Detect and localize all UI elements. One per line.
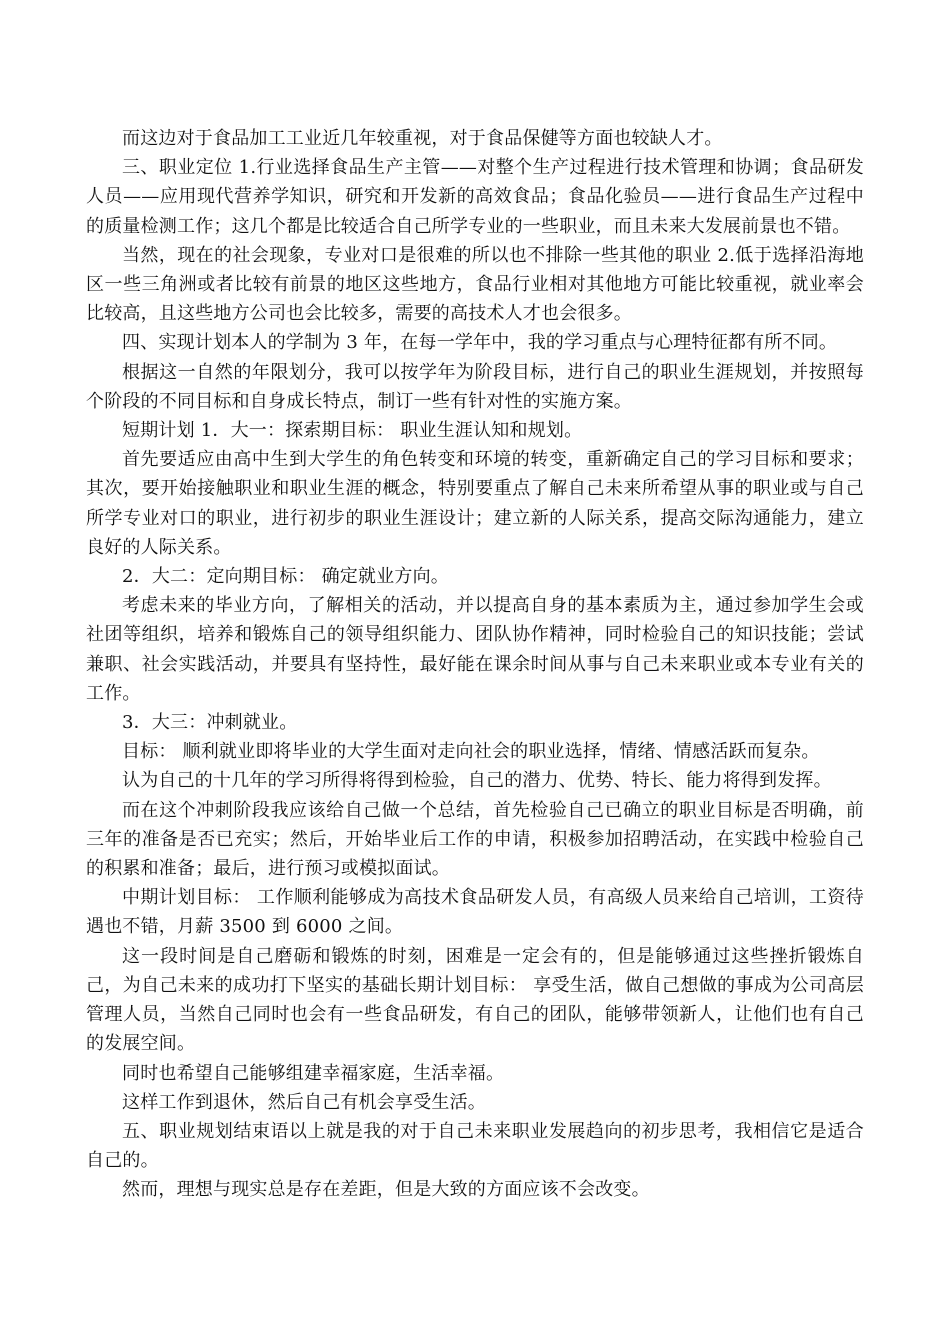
document-body [86,124,864,1205]
paragraph-14: 中期计划目标： 工作顺利能够成为高技术食品研发人员，有高级人员来给自己培训，工资待遇也不错，月薪 3500 到 6000 之间。 [86,887,864,938]
paragraph-16: 同时也希望自己能够组建幸福家庭，生活幸福。 [122,1062,505,1084]
paragraph-3: 当然，现在的社会现象，专业对口是很难的所以也不排除一些其他的职业 2.低于选择沿海地区一些三角洲或者比较有前景的地区这些地方，食品行业相对其他地方可能比较重视，就业率会比较高，且这些地方公司也会比较多，需要的高技术人才也会很多。 [86,244,864,325]
paragraph-7: 首先要适应由高中生到大学生的角色转变和环境的转变，重新确定自己的学习目标和要求；其次，要开始接触职业和职业生涯的概念，特别要重点了解自己未来所希望从事的职业或与自己所学专业对口的职业，进行初步的职业生涯设计；建立新的人际关系，提高交际沟通能力，建立良好的人际关系。 [86,449,864,558]
paragraph-2: 三、职业定位 1.行业选择食品生产主管——对整个生产过程进行技术管理和协调；食品研发人员——应用现代营养学知识，研究和开发新的高效食品；食品化验员——进行食品生产过程中的质量检测工作；这几个都是比较适合自己所学专业的一些职业，而且未来大发展前景也不错。 [86,157,864,237]
paragraph-11: 目标： 顺利就业即将毕业的大学生面对走向社会的职业选择，情绪、情感活跃而复杂。 [122,741,820,763]
paragraph-19: 然而，理想与现实总是存在差距，但是大致的方面应该不会改变。 [122,1179,650,1201]
paragraph-5: 根据这一自然的年限划分，我可以按学年为阶段目标，进行自己的职业生涯规划，并按照每个阶段的不同目标和自身成长特点，制订一些有针对性的实施方案。 [86,361,864,412]
paragraph-8: 2．大二：定向期目标： 确定就业方向。 [122,566,449,588]
paragraph-13: 而在这个冲刺阶段我应该给自己做一个总结，首先检验自己已确立的职业目标是否明确，前三年的准备是否已充实；然后，开始毕业后工作的申请，积极参加招聘活动，在实践中检验自己的积累和准备；最后，进行预习或模拟面试。 [86,799,864,880]
paragraph-18: 五、职业规划结束语以上就是我的对于自己未来职业发展趋向的初步思考，我相信它是适合自己的。 [86,1120,864,1172]
paragraph-1: 而这边对于食品加工工业近几年较重视，对于食品保健等方面也较缺人才。 [122,128,723,149]
paragraph-10: 3．大三：冲刺就业。 [122,712,298,734]
paragraph-9: 考虑未来的毕业方向，了解相关的活动，并以提高自身的基本素质为主，通过参加学生会或社团等组织，培养和锻炼自己的领导组织能力、团队协作精神，同时检验自己的知识技能；尝试兼职、社会实践活动，并要具有坚持性，最好能在课余时间从事与自己未来职业或本专业有关的工作。 [86,595,864,704]
paragraph-12: 认为自己的十几年的学习所得将得到检验，自己的潜力、优势、特长、能力将得到发挥。 [122,770,832,792]
paragraph-15: 这一段时间是自己磨砺和锻炼的时刻，困难是一定会有的，但是能够通过这些挫折锻炼自己，为自己未来的成功打下坚实的基础长期计划目标： 享受生活，做自己想做的事成为公司高层管理人员，当然自己同时也会有一些食品研发，有自己的团队，能够带领新人，让他们也有自己的发展空间。 [86,945,864,1055]
paragraph-4: 四、实现计划本人的学制为 3 年，在每一学年中，我的学习重点与心理特征都有所不同。 [122,332,838,354]
paragraph-6: 短期计划 1．大一：探索期目标： 职业生涯认知和规划。 [122,420,583,442]
paragraph-17: 这样工作到退休，然后自己有机会享受生活。 [122,1091,486,1113]
